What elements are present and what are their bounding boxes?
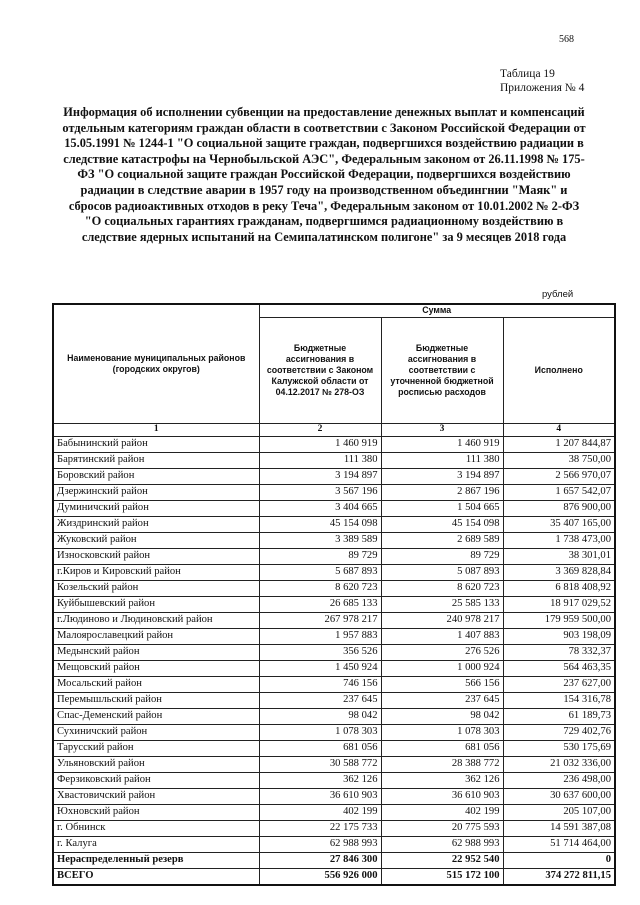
- executed-amount: 38 301,01: [503, 548, 615, 564]
- table-row: [53, 772, 615, 788]
- revised-budget: 5 087 893: [381, 564, 503, 580]
- planned-budget: 3 194 897: [259, 468, 381, 484]
- executed-amount: 21 032 336,00: [503, 756, 615, 772]
- executed-amount: 1 657 542,07: [503, 484, 615, 500]
- planned-budget: 26 685 133: [259, 596, 381, 612]
- district-name: Сухиничский район: [53, 724, 259, 740]
- planned-budget: 681 056: [259, 740, 381, 756]
- planned-budget: 62 988 993: [259, 836, 381, 852]
- total-executed: 374 272 811,15: [503, 868, 615, 885]
- planned-budget: 111 380: [259, 452, 381, 468]
- planned-budget: 1 957 883: [259, 628, 381, 644]
- total-revised: 515 172 100: [381, 868, 503, 885]
- revised-budget: 8 620 723: [381, 580, 503, 596]
- executed-amount: 6 818 408,92: [503, 580, 615, 596]
- table-row: [53, 596, 615, 612]
- appendix-number: Приложения № 4: [500, 82, 585, 94]
- revised-budget: 36 610 903: [381, 788, 503, 804]
- planned-budget: 1 460 919: [259, 436, 381, 452]
- district-name: г.Людиново и Людиновский район: [53, 612, 259, 628]
- district-name: Жиздринский район: [53, 516, 259, 532]
- table-row: [53, 532, 615, 548]
- column-number-2: 2: [259, 423, 381, 436]
- document-title: Информация об исполнении субвенции на предоставление денежных выплат и компенсаций отдельным категориям граждан области в соответствии с Законом Российской Федерации от 15.05.1991 № 1244-1 "О социальной защите граждан, подвергшихся воздействию радиации в следствие катастрофы на Чернобыльской АЭС", Федеральным законом от 26.11.1998 № 175-ФЗ "О социальной защите граждан Российской Федерации, подвергшихся воздействию радиации в следствие аварии в 1957 году на производственном объедингнии "Маяк" и сбросов радиоактивных отходов в реку Теча", Федеральным законом от 10.01.2002 № 2-ФЗ "О социальных гарантиях гражданам, подвергшимся радиационному воздействию в следствие ядерных испытаний на Семипалатинском полигоне" за 9 месяцев 2018 года: [62, 105, 586, 244]
- executed-amount: 3 369 828,84: [503, 564, 615, 580]
- reserve-name: Нераспределенный резерв: [53, 852, 259, 868]
- revised-budget: 1 504 665: [381, 500, 503, 516]
- executed-amount: 51 714 464,00: [503, 836, 615, 852]
- revised-budget: 3 194 897: [381, 468, 503, 484]
- district-name: Бабынинский район: [53, 436, 259, 452]
- table-number: Таблица 19: [500, 68, 555, 80]
- district-name: Малоярославецкий район: [53, 628, 259, 644]
- total-name: ВСЕГО: [53, 868, 259, 885]
- executed-amount: 1 738 473,00: [503, 532, 615, 548]
- executed-amount: 2 566 970,07: [503, 468, 615, 484]
- table-reference: [500, 67, 584, 95]
- planned-budget: 746 156: [259, 676, 381, 692]
- district-name: Износковский район: [53, 548, 259, 564]
- district-name: Боровский район: [53, 468, 259, 484]
- district-name: Жуковский район: [53, 532, 259, 548]
- table-row: [53, 452, 615, 468]
- table-row: [53, 756, 615, 772]
- executed-amount: 35 407 165,00: [503, 516, 615, 532]
- revised-budget: 28 388 772: [381, 756, 503, 772]
- district-name: Медынский район: [53, 644, 259, 660]
- district-name: Хвастовичский район: [53, 788, 259, 804]
- executed-amount: 30 637 600,00: [503, 788, 615, 804]
- reserve-executed: 0: [503, 852, 615, 868]
- planned-budget: 8 620 723: [259, 580, 381, 596]
- page-number: 568: [559, 34, 574, 45]
- table-row: [53, 660, 615, 676]
- executed-amount: 205 107,00: [503, 804, 615, 820]
- table-body: [53, 436, 615, 852]
- revised-budget: 98 042: [381, 708, 503, 724]
- district-name: г. Калуга: [53, 836, 259, 852]
- executed-amount: 179 959 500,00: [503, 612, 615, 628]
- district-name: Ульяновский район: [53, 756, 259, 772]
- revised-budget: 111 380: [381, 452, 503, 468]
- district-name: Барятинский район: [53, 452, 259, 468]
- district-name: Думиничский район: [53, 500, 259, 516]
- executed-amount: 61 189,73: [503, 708, 615, 724]
- reserve-row: [53, 852, 615, 868]
- table-row: [53, 724, 615, 740]
- header-sum-group: Сумма: [259, 304, 615, 317]
- district-name: г.Киров и Кировский район: [53, 564, 259, 580]
- column-number-4: 4: [503, 423, 615, 436]
- planned-budget: 3 404 665: [259, 500, 381, 516]
- district-name: Ферзиковский район: [53, 772, 259, 788]
- planned-budget: 98 042: [259, 708, 381, 724]
- executed-amount: 1 207 844,87: [503, 436, 615, 452]
- revised-budget: 25 585 133: [381, 596, 503, 612]
- district-name: Дзержинский район: [53, 484, 259, 500]
- revised-budget: 45 154 098: [381, 516, 503, 532]
- district-name: Перемышльский район: [53, 692, 259, 708]
- executed-amount: 154 316,78: [503, 692, 615, 708]
- table-row: [53, 548, 615, 564]
- revised-budget: 62 988 993: [381, 836, 503, 852]
- executed-amount: 903 198,09: [503, 628, 615, 644]
- table-row: [53, 436, 615, 452]
- district-name: Мещовский район: [53, 660, 259, 676]
- executed-amount: 729 402,76: [503, 724, 615, 740]
- revised-budget: 1 407 883: [381, 628, 503, 644]
- revised-budget: 402 199: [381, 804, 503, 820]
- table-row: [53, 468, 615, 484]
- district-name: Тарусский район: [53, 740, 259, 756]
- revised-budget: 362 126: [381, 772, 503, 788]
- planned-budget: 267 978 217: [259, 612, 381, 628]
- executed-amount: 78 332,37: [503, 644, 615, 660]
- executed-amount: 236 498,00: [503, 772, 615, 788]
- table-row: [53, 804, 615, 820]
- reserve-revised: 22 952 540: [381, 852, 503, 868]
- revised-budget: 237 645: [381, 692, 503, 708]
- planned-budget: 1 450 924: [259, 660, 381, 676]
- revised-budget: 1 078 303: [381, 724, 503, 740]
- header-name-column: Наименование муниципальных районов (городских округов): [53, 304, 259, 423]
- total-row: [53, 868, 615, 885]
- district-name: Спас-Деменский район: [53, 708, 259, 724]
- executed-amount: 237 627,00: [503, 676, 615, 692]
- district-name: Козельский район: [53, 580, 259, 596]
- revised-budget: 2 689 589: [381, 532, 503, 548]
- column-number-1: 1: [53, 423, 259, 436]
- total-planned: 556 926 000: [259, 868, 381, 885]
- table-row: [53, 836, 615, 852]
- table-row: [53, 644, 615, 660]
- planned-budget: 356 526: [259, 644, 381, 660]
- planned-budget: 45 154 098: [259, 516, 381, 532]
- revised-budget: 566 156: [381, 676, 503, 692]
- table-row: [53, 484, 615, 500]
- table-row: [53, 580, 615, 596]
- column-number-3: 3: [381, 423, 503, 436]
- header-planned-budget: Бюджетные ассигнования в соответствии с Законом Калужской области от 04.12.2017 № 278-ОЗ: [259, 317, 381, 423]
- revised-budget: 681 056: [381, 740, 503, 756]
- reserve-planned: 27 846 300: [259, 852, 381, 868]
- table-row: [53, 564, 615, 580]
- table-row: [53, 820, 615, 836]
- planned-budget: 3 567 196: [259, 484, 381, 500]
- district-name: Куйбышевский район: [53, 596, 259, 612]
- planned-budget: 1 078 303: [259, 724, 381, 740]
- table-row: [53, 708, 615, 724]
- planned-budget: 5 687 893: [259, 564, 381, 580]
- table-row: [53, 692, 615, 708]
- executed-amount: 18 917 029,52: [503, 596, 615, 612]
- executed-amount: 530 175,69: [503, 740, 615, 756]
- table-row: [53, 628, 615, 644]
- revised-budget: 276 526: [381, 644, 503, 660]
- table-row: [53, 676, 615, 692]
- header-executed: Исполнено: [503, 317, 615, 423]
- executed-amount: 14 591 387,08: [503, 820, 615, 836]
- subvention-table: [52, 303, 616, 886]
- revised-budget: 240 978 217: [381, 612, 503, 628]
- planned-budget: 30 588 772: [259, 756, 381, 772]
- revised-budget: 89 729: [381, 548, 503, 564]
- executed-amount: 876 900,00: [503, 500, 615, 516]
- planned-budget: 36 610 903: [259, 788, 381, 804]
- revised-budget: 2 867 196: [381, 484, 503, 500]
- planned-budget: 3 389 589: [259, 532, 381, 548]
- executed-amount: 38 750,00: [503, 452, 615, 468]
- executed-amount: 564 463,35: [503, 660, 615, 676]
- table-row: [53, 516, 615, 532]
- table-row: [53, 740, 615, 756]
- revised-budget: 20 775 593: [381, 820, 503, 836]
- planned-budget: 22 175 733: [259, 820, 381, 836]
- table-row: [53, 500, 615, 516]
- units-label: рублей: [542, 289, 574, 300]
- planned-budget: 237 645: [259, 692, 381, 708]
- district-name: Мосальский район: [53, 676, 259, 692]
- district-name: Юхновский район: [53, 804, 259, 820]
- revised-budget: 1 000 924: [381, 660, 503, 676]
- table-row: [53, 612, 615, 628]
- header-revised-budget: Бюджетные ассигнования в соответствии с уточненной бюджетной росписью расходов: [381, 317, 503, 423]
- planned-budget: 362 126: [259, 772, 381, 788]
- revised-budget: 1 460 919: [381, 436, 503, 452]
- table-row: [53, 788, 615, 804]
- planned-budget: 402 199: [259, 804, 381, 820]
- planned-budget: 89 729: [259, 548, 381, 564]
- district-name: г. Обнинск: [53, 820, 259, 836]
